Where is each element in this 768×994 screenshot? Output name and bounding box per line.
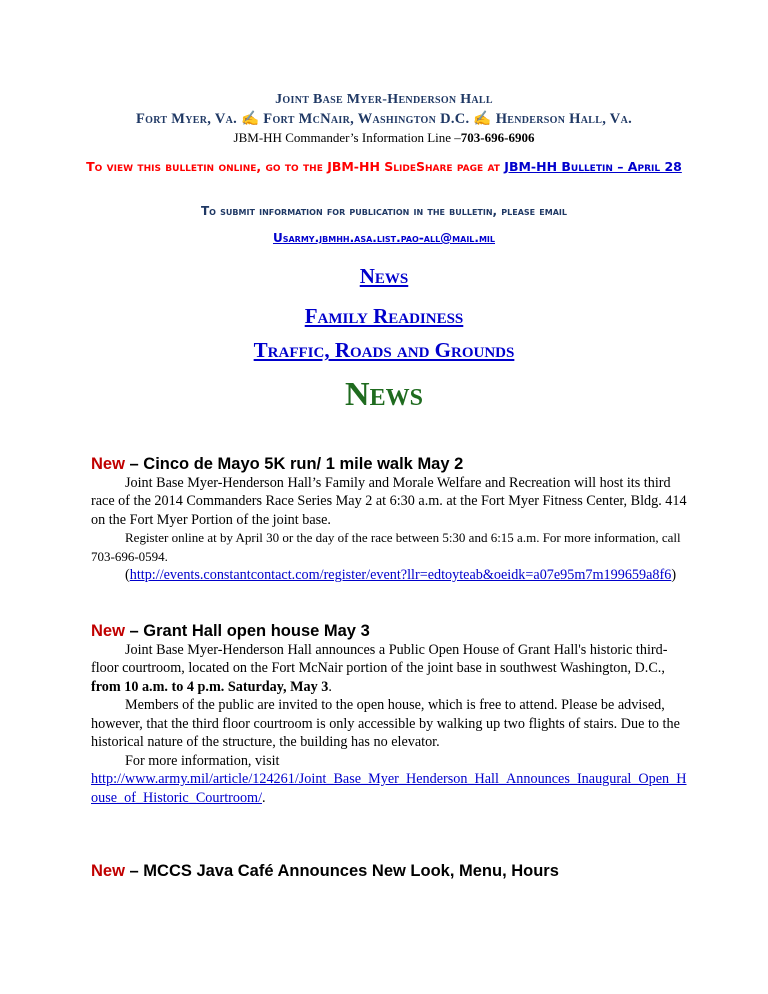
nav-family-readiness-link[interactable]: Family Readiness <box>304 304 464 328</box>
location-fort-mcnair: Fort McNair, Washington D.C. <box>263 111 470 127</box>
article-title-text: – Cinco de Mayo 5K run/ 1 mile walk May 2 <box>124 455 464 473</box>
slideshare-link[interactable]: JBM-HH Bulletin – April 28 <box>504 159 682 174</box>
new-label: New <box>91 862 125 880</box>
header-locations <box>0 110 768 128</box>
article-paragraph: Joint Base Myer-Henderson Hall announces a Public Open House of Grant Hall's historic third-floor courtroom, located on the Fort McNair portion of the joint base in southwest Washington, D.C., from 10 a.m. to 4 p.m. Saturday, May 3. <box>91 641 668 695</box>
article-grant-hall <box>91 622 691 807</box>
new-label: New <box>91 622 125 640</box>
new-label: New <box>91 455 125 473</box>
online-notice <box>80 158 688 175</box>
submit-notice: To submit information for publication in the bulletin, please email <box>201 204 567 218</box>
online-notice-text: To view this bulletin online, go to the JBM-HH SlideShare page at <box>86 159 505 174</box>
article-paragraph-text: Joint Base Myer-Henderson Hall announces a Public Open House of Grant Hall's historic third-floor courtroom, located on the Fort McNair portion of the joint base in southwest Washington, D.C., <box>91 641 668 676</box>
article-link-paragraph: http://www.army.mil/article/124261/Joint_Base_Myer_Henderson_Hall_Announces_Inaugural_Open_House_of_Historic_Courtroom/. <box>91 771 687 806</box>
army-article-link[interactable]: http://www.army.mil/article/124261/Joint_Base_Myer_Henderson_Hall_Announces_Inaugural_Open_House_of_Historic_Courtroom/ <box>91 771 687 806</box>
article-paragraph: Joint Base Myer-Henderson Hall’s Family and Morale Welfare and Recreation will host its third race of the 2014 Commanders Race Series May 2 at 6:30 a.m. at the Fort Myer Fitness Center, Bldg. 414 on the Fort Myer Portion of the joint base. <box>91 474 687 528</box>
article-paragraph: Members of the public are invited to the open house, which is free to attend. Please be advised, however, that the third floor courtroom is only accessible by walking up two flights of stairs. Due to the historical nature of the structure, the building has no elevator. <box>91 697 680 750</box>
header-line1: Joint Base Myer-Henderson Hall <box>275 92 493 107</box>
nav-news-link[interactable]: News <box>359 264 409 288</box>
location-henderson-hall: Henderson Hall, Va. <box>495 111 633 127</box>
article-paragraph: For more information, visit <box>125 752 280 769</box>
info-line-label: JBM-HH Commander’s Information Line – <box>233 130 461 145</box>
article-java-cafe <box>91 862 691 881</box>
article-paragraph: Register online at by April 30 or the day of the race between 5:30 and 6:15 a.m. For more information, call 703-696-0594. <box>91 530 681 564</box>
event-time-text: from 10 a.m. to 4 p.m. Saturday, May 3 <box>91 678 329 695</box>
article-link-paragraph: (http://events.constantcontact.com/register/event?llr=edtoyteab&oeidk=a07e95m7m199659a8f6) <box>125 567 677 583</box>
nav-traffic-roads-grounds-link[interactable]: Traffic, Roads and Grounds <box>253 338 515 362</box>
article-title <box>91 622 691 641</box>
location-fort-myer: Fort Myer, Va. <box>135 111 238 127</box>
article-title <box>91 455 691 474</box>
pen-icon: ✍ <box>241 111 260 127</box>
submit-email-link[interactable]: Usarmy.jbmhh.asa.list.pao-all@mail.mil <box>272 231 496 245</box>
registration-link[interactable]: http://events.constantcontact.com/register/event?llr=edtoyteab&oeidk=a07e95m7m199659a8f6 <box>129 567 672 583</box>
article-cinco-de-mayo <box>91 455 691 585</box>
article-title-text: – Grant Hall open house May 3 <box>124 622 370 640</box>
section-heading-news: News <box>345 376 423 413</box>
article-title <box>91 862 691 881</box>
info-line <box>0 130 768 146</box>
header-title <box>0 92 768 108</box>
info-line-phone: 703-696-6906 <box>460 130 535 145</box>
pen-icon: ✍ <box>473 111 492 127</box>
article-title-text: – MCCS Java Café Announces New Look, Menu, Hours <box>124 862 559 880</box>
